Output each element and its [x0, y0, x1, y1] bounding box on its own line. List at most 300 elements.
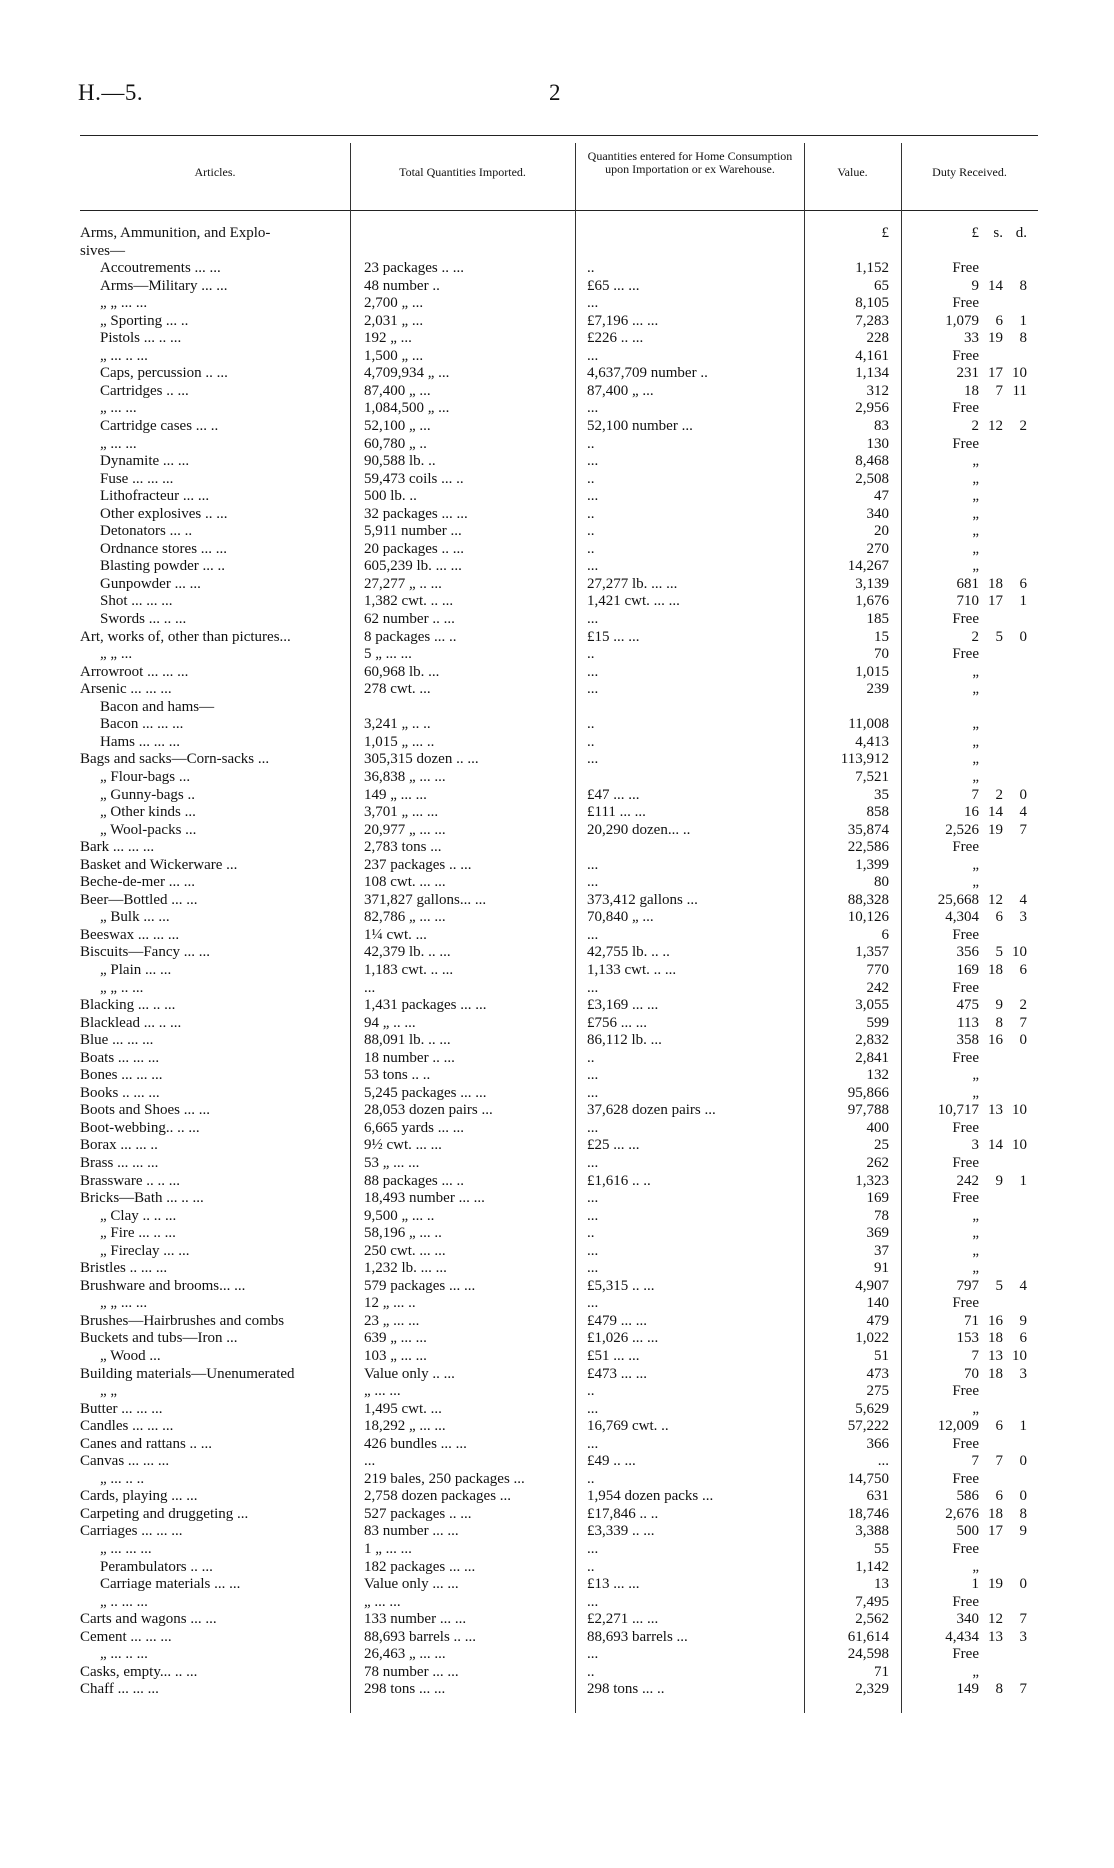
- total-imported-cell: ...: [364, 1453, 376, 1470]
- duty-shillings: 7: [995, 382, 1003, 399]
- duty-pence: [1003, 295, 1027, 313]
- home-consumption-cell: ...: [587, 1190, 599, 1207]
- duty-shillings: [979, 1067, 1003, 1085]
- total-imported-cell: 62 number .. ...: [364, 611, 455, 628]
- home-consumption-cell: ...: [587, 751, 599, 768]
- duty-pounds: 2,676: [945, 1505, 979, 1522]
- duty-shillings: 12: [988, 1611, 1003, 1628]
- duty-shillings: [979, 874, 1003, 892]
- duty-pence: [1003, 1208, 1027, 1226]
- duty-cell: [901, 804, 1038, 822]
- duty-pence: [1003, 1401, 1027, 1419]
- home-consumption-cell: 52,100 number ...: [587, 418, 693, 435]
- duty-pence: 8: [1019, 1505, 1027, 1522]
- duty-pence: 0: [1019, 786, 1027, 803]
- total-imported-cell: 219 bales, 250 packages ...: [364, 1470, 525, 1487]
- value-cell: 4,161: [855, 347, 889, 364]
- table-row: [80, 541, 1038, 559]
- article-cell: Carpeting and druggeting ...: [80, 1505, 249, 1522]
- duty-pounds: Free: [952, 1470, 979, 1487]
- total-imported-cell: 1,495 cwt. ...: [364, 1400, 442, 1417]
- total-imported-cell: 12 „ ... ..: [364, 1295, 416, 1312]
- value-cell: 15: [874, 628, 889, 645]
- duty-pence: 8: [1019, 330, 1027, 347]
- duty-pounds: Free: [952, 400, 979, 417]
- home-consumption-cell: ...: [587, 1295, 599, 1312]
- duty-pounds: 4,304: [945, 909, 979, 926]
- home-consumption-cell: £756 ... ...: [587, 1014, 647, 1031]
- home-consumption-cell: 42,755 lb. .. ..: [587, 944, 670, 961]
- table-row: [80, 944, 1038, 962]
- table-row: [80, 1523, 1038, 1541]
- home-consumption-cell: £1,616 .. ..: [587, 1172, 651, 1189]
- total-imported-cell: 371,827 gallons... ...: [364, 891, 487, 908]
- duty-shillings: [979, 927, 1003, 945]
- value-cell: 2,832: [855, 1032, 889, 1049]
- total-imported-cell: 1,382 cwt. .. ...: [364, 593, 454, 610]
- duty-pounds: „: [972, 540, 979, 557]
- duty-pounds: „: [972, 505, 979, 522]
- duty-pounds: 10,717: [937, 1102, 979, 1119]
- article-cell: Swords ... .. ...: [100, 611, 187, 628]
- total-imported-cell: 18 number .. ...: [364, 1049, 455, 1066]
- value-cell: 78: [874, 1207, 889, 1224]
- table-row: [80, 734, 1038, 752]
- home-consumption-cell: [575, 839, 804, 857]
- duty-pence: 1: [1019, 1418, 1027, 1435]
- duty-pence: 1: [1019, 593, 1027, 610]
- duty-pence: [1003, 1594, 1027, 1612]
- home-consumption-cell: ..: [587, 1049, 595, 1066]
- table-row: [80, 997, 1038, 1015]
- duty-pence: [1003, 1050, 1027, 1068]
- total-imported-cell: 18,493 number ... ...: [364, 1190, 485, 1207]
- duty-pounds: Free: [952, 1049, 979, 1066]
- duty-shillings: 9: [995, 1172, 1003, 1189]
- duty-shillings: [979, 400, 1003, 418]
- duty-shillings: 9: [995, 997, 1003, 1014]
- total-imported-cell: 1,500 „ ...: [364, 347, 424, 364]
- value-cell: 275: [866, 1383, 889, 1400]
- duty-pence: [1003, 1646, 1027, 1664]
- duty-pounds: 3: [971, 1137, 979, 1154]
- total-imported-cell: 82,786 „ ... ...: [364, 909, 446, 926]
- article-cell: „ ... .. ...: [100, 1646, 148, 1663]
- home-consumption-cell: ..: [587, 1663, 595, 1680]
- home-consumption-cell: 1,954 dozen packs ...: [587, 1488, 714, 1505]
- duty-cell: [901, 365, 1038, 383]
- home-consumption-cell: 88,693 barrels ...: [587, 1628, 688, 1645]
- duty-shillings: 16: [988, 1032, 1003, 1049]
- column-header-total-imported: Total Quantities Imported.: [399, 165, 526, 179]
- duty-pounds: Free: [952, 1383, 979, 1400]
- duty-shillings: 14: [988, 277, 1003, 294]
- table-row: [80, 295, 1038, 313]
- table-row: [80, 1067, 1038, 1085]
- total-imported-cell: 8 packages ... ..: [364, 628, 457, 645]
- duty-pounds: „: [972, 1663, 979, 1680]
- value-cell: 24,598: [847, 1646, 889, 1663]
- duty-cell: [901, 348, 1038, 366]
- duty-shillings: 18: [988, 961, 1003, 978]
- duty-pounds: Free: [952, 1295, 979, 1312]
- duty-pence: [1003, 1190, 1027, 1208]
- article-cell: Basket and Wickerware ...: [80, 856, 238, 873]
- home-consumption-cell: ..: [587, 435, 595, 452]
- duty-pence: 4: [1019, 891, 1027, 908]
- home-consumption-cell: ...: [587, 1400, 599, 1417]
- total-imported-cell: 192 „ ...: [364, 330, 412, 347]
- article-cell: Canes and rattans .. ...: [80, 1435, 213, 1452]
- article-cell: Brassware .. .. ...: [80, 1172, 180, 1189]
- duty-shillings: [979, 1085, 1003, 1103]
- duty-cell: [901, 1120, 1038, 1138]
- duty-cell: [901, 822, 1038, 840]
- home-consumption-cell: £25 ... ...: [587, 1137, 640, 1154]
- table-row: [80, 330, 1038, 348]
- value-cell: 169: [866, 1190, 889, 1207]
- value-cell: 7,495: [855, 1593, 889, 1610]
- duty-pounds: „: [972, 453, 979, 470]
- home-consumption-cell: ...: [587, 663, 599, 680]
- home-consumption-cell: ...: [587, 295, 599, 312]
- value-cell: 5,629: [855, 1400, 889, 1417]
- table-row: [80, 576, 1038, 594]
- table-row: [80, 681, 1038, 699]
- value-cell: 2,329: [855, 1681, 889, 1698]
- duty-pence: 7: [1019, 1014, 1027, 1031]
- value-cell: 14,750: [847, 1470, 889, 1487]
- duty-shillings: [979, 541, 1003, 559]
- table-row: [80, 1559, 1038, 1577]
- table-row: [80, 1348, 1038, 1366]
- duty-pence: [1003, 1295, 1027, 1313]
- duty-pence: 7: [1019, 821, 1027, 838]
- value-cell: 13: [874, 1576, 889, 1593]
- duty-pence: 1: [1019, 312, 1027, 329]
- table-row: [80, 1383, 1038, 1401]
- duty-cell: [901, 1418, 1038, 1436]
- duty-cell: [901, 1032, 1038, 1050]
- total-imported-cell: Value only ... ...: [364, 1576, 459, 1593]
- duty-pence: [1003, 874, 1027, 892]
- duty-shillings: 13: [988, 1628, 1003, 1645]
- article-cell: Bacon ... ... ...: [100, 716, 184, 733]
- value-cell: 858: [866, 804, 889, 821]
- duty-shillings: 16: [988, 1312, 1003, 1329]
- article-cell: Gunpowder ... ...: [100, 575, 201, 592]
- duty-pence: [1003, 1243, 1027, 1261]
- duty-pence: [1003, 1471, 1027, 1489]
- table-row: [80, 1366, 1038, 1384]
- duty-pounds: 1: [971, 1576, 979, 1593]
- duty-cell: [901, 225, 1038, 243]
- value-cell: 35: [874, 786, 889, 803]
- home-consumption-cell: ...: [587, 1646, 599, 1663]
- table-row: [80, 1173, 1038, 1191]
- duty-cell: [901, 787, 1038, 805]
- value-cell: 11,008: [848, 716, 889, 733]
- table-row: [80, 1453, 1038, 1471]
- home-consumption-cell: ...: [587, 874, 599, 891]
- article-cell: „ Sporting ... ..: [100, 312, 189, 329]
- duty-shillings: [979, 558, 1003, 576]
- value-cell: 369: [866, 1225, 889, 1242]
- article-cell: „ „ ...: [100, 646, 133, 663]
- duty-cell: [901, 418, 1038, 436]
- article-cell: Bacon and hams—: [100, 698, 215, 715]
- duty-shillings: [979, 1471, 1003, 1489]
- duty-cell: [901, 330, 1038, 348]
- table-row: [80, 506, 1038, 524]
- duty-pence: [1003, 506, 1027, 524]
- home-consumption-cell: 373,412 gallons ...: [587, 891, 698, 908]
- duty-pounds: Free: [952, 1435, 979, 1452]
- duty-shillings: 8: [995, 1014, 1003, 1031]
- table-row: [80, 1664, 1038, 1682]
- table-row: [80, 1208, 1038, 1226]
- duty-pounds: 358: [956, 1032, 979, 1049]
- table-row: [80, 1085, 1038, 1103]
- table-row: [80, 225, 1038, 243]
- duty-pence: 0: [1019, 1488, 1027, 1505]
- home-consumption-cell: ...: [587, 926, 599, 943]
- total-imported-cell: 20,977 „ ... ...: [364, 821, 446, 838]
- total-imported-cell: 58,196 „ ... ..: [364, 1225, 442, 1242]
- duty-pounds: „: [972, 768, 979, 785]
- home-consumption-cell: ..: [587, 646, 595, 663]
- duty-pounds: Free: [952, 611, 979, 628]
- table-row: [80, 1330, 1038, 1348]
- article-cell: „ Bulk ... ...: [100, 909, 170, 926]
- duty-shillings: [979, 769, 1003, 787]
- duty-pence: [1003, 646, 1027, 664]
- duty-cell: [901, 699, 1038, 717]
- value-cell: 83: [874, 418, 889, 435]
- value-cell: 270: [866, 540, 889, 557]
- duty-shillings: 18: [988, 1330, 1003, 1347]
- article-cell: Candles ... ... ...: [80, 1418, 174, 1435]
- total-imported-cell: 87,400 „ ...: [364, 382, 431, 399]
- duty-cell: [901, 1173, 1038, 1191]
- article-cell: Bones ... ... ...: [80, 1067, 163, 1084]
- duty-shillings: 13: [988, 1348, 1003, 1364]
- home-consumption-cell: £47 ... ...: [587, 786, 640, 803]
- duty-pounds: Free: [952, 1119, 979, 1136]
- total-imported-cell: 52,100 „ ...: [364, 418, 431, 435]
- article-cell: Boots and Shoes ... ...: [80, 1102, 211, 1119]
- value-cell: 1,022: [855, 1330, 889, 1347]
- duty-pence: [1003, 611, 1027, 629]
- value-cell: 312: [866, 382, 889, 399]
- table-row: [80, 611, 1038, 629]
- duty-cell: [901, 1681, 1038, 1699]
- article-cell: Beeswax ... ... ...: [80, 926, 180, 943]
- table-row: [80, 1137, 1038, 1155]
- table-row: [80, 1541, 1038, 1559]
- duty-pounds: 113: [957, 1014, 979, 1031]
- total-imported-cell: 5,911 number ...: [364, 523, 462, 540]
- total-imported-cell: 36,838 „ ... ...: [364, 768, 446, 785]
- table-row: [80, 453, 1038, 471]
- table-row: [80, 313, 1038, 331]
- home-consumption-cell: ...: [587, 1207, 599, 1224]
- duty-pounds: „: [972, 1242, 979, 1259]
- duty-shillings: 6: [995, 1418, 1003, 1435]
- duty-cell: [901, 400, 1038, 418]
- duty-pounds: „: [972, 523, 979, 540]
- duty-cell: [901, 1050, 1038, 1068]
- total-imported-cell: 78 number ... ...: [364, 1663, 459, 1680]
- home-consumption-cell: ...: [587, 856, 599, 873]
- duty-shillings: 14: [988, 1137, 1003, 1154]
- article-cell: Blacklead ... .. ...: [80, 1014, 182, 1031]
- value-cell: 37: [874, 1242, 889, 1259]
- article-cell: Bags and sacks—Corn-sacks ...: [80, 751, 270, 768]
- home-consumption-cell: £15 ... ...: [587, 628, 640, 645]
- duty-shillings: [979, 1225, 1003, 1243]
- duty-pence: [1003, 681, 1027, 699]
- article-cell: „ Wool-packs ...: [100, 821, 197, 838]
- duty-pounds: Free: [952, 295, 979, 312]
- duty-cell: [901, 962, 1038, 980]
- duty-cell: [901, 716, 1038, 734]
- home-consumption-cell: 20,290 dozen... ..: [587, 821, 691, 838]
- table-row: [80, 365, 1038, 383]
- total-imported-cell: 237 packages .. ...: [364, 856, 472, 873]
- duty-pence: 0: [1019, 1576, 1027, 1593]
- article-cell: „ „ .. ...: [100, 979, 144, 996]
- duty-pounds: 356: [956, 944, 979, 961]
- value-cell: 242: [866, 979, 889, 996]
- home-consumption-cell: ...: [587, 1154, 599, 1171]
- duty-shillings: 12: [988, 418, 1003, 435]
- home-consumption-cell: 87,400 „ ...: [587, 382, 654, 399]
- duty-cell: [901, 260, 1038, 278]
- duty-cell: [901, 506, 1038, 524]
- value-cell: 95,866: [847, 1084, 889, 1101]
- article-cell: „ ... .. ..: [100, 1470, 145, 1487]
- total-imported-cell: 149 „ ... ...: [364, 786, 427, 803]
- table-row: [80, 1225, 1038, 1243]
- duty-pence: 6: [1019, 1330, 1027, 1347]
- duty-shillings: [979, 1295, 1003, 1313]
- article-cell: Cement ... ... ...: [80, 1628, 172, 1645]
- table-row: [80, 716, 1038, 734]
- duty-pounds: 7: [971, 786, 979, 803]
- value-cell: 70: [874, 646, 889, 663]
- duty-pence: [1003, 1664, 1027, 1682]
- total-imported-cell: 23 „ ... ...: [364, 1312, 420, 1329]
- total-imported-cell: [350, 243, 575, 261]
- article-cell: Buckets and tubs—Iron ...: [80, 1330, 238, 1347]
- article-cell: Pistols ... .. ...: [100, 330, 182, 347]
- duty-cell: [901, 1383, 1038, 1401]
- duty-pounds: „: [972, 856, 979, 873]
- article-cell: Bristles .. ... ...: [80, 1260, 168, 1277]
- duty-cell: [901, 1190, 1038, 1208]
- duty-shillings: [979, 1190, 1003, 1208]
- duty-shillings: [979, 664, 1003, 682]
- value-cell: 340: [866, 505, 889, 522]
- article-cell: Boats ... ... ...: [80, 1049, 160, 1066]
- value-cell: 1,676: [855, 593, 889, 610]
- article-cell: Butter ... ... ...: [80, 1400, 163, 1417]
- duty-pounds: 710: [956, 593, 979, 610]
- home-consumption-cell: £49 .. ...: [587, 1453, 636, 1470]
- duty-pounds: 2,526: [945, 821, 979, 838]
- duty-pounds: 149: [956, 1681, 979, 1698]
- duty-cell: [901, 734, 1038, 752]
- table-row: [80, 400, 1038, 418]
- total-imported-cell: 133 number ... ...: [364, 1611, 467, 1628]
- duty-pounds: 9: [971, 277, 979, 294]
- duty-cell: [901, 927, 1038, 945]
- duty-shillings: [979, 716, 1003, 734]
- table-row: [80, 523, 1038, 541]
- duty-shillings: [979, 1646, 1003, 1664]
- duty-pence: [1003, 1120, 1027, 1138]
- value-cell: 25: [874, 1137, 889, 1154]
- duty-shillings: [979, 1559, 1003, 1577]
- duty-pounds: 33: [964, 330, 979, 347]
- home-consumption-cell: 70,840 „ ...: [587, 909, 654, 926]
- duty-pence: [1003, 1260, 1027, 1278]
- table-row: [80, 1506, 1038, 1524]
- home-consumption-cell: 4,637,709 number ..: [587, 365, 708, 382]
- duty-shillings: 19: [988, 821, 1003, 838]
- duty-cell: [901, 1436, 1038, 1454]
- article-cell: Blasting powder ... ..: [100, 558, 225, 575]
- duty-cell: [901, 611, 1038, 629]
- total-imported-cell: 103 „ ... ...: [364, 1348, 427, 1364]
- article-cell: Borax ... ... ..: [80, 1137, 158, 1154]
- duty-pence: [1003, 436, 1027, 454]
- duty-pounds: „: [972, 716, 979, 733]
- article-cell: „ Gunny-bags ..: [100, 786, 195, 803]
- duty-pounds: 2: [971, 418, 979, 435]
- total-imported-cell: 1,431 packages ... ...: [364, 997, 487, 1014]
- total-imported-cell: 3,701 „ ... ...: [364, 804, 439, 821]
- article-cell: Dynamite ... ...: [100, 453, 190, 470]
- duty-pence: [1003, 664, 1027, 682]
- value-cell: 3,139: [855, 575, 889, 592]
- value-cell: 770: [866, 961, 889, 978]
- duty-shillings: [979, 488, 1003, 506]
- value-cell: £: [881, 225, 889, 241]
- duty-pence: [1003, 1383, 1027, 1401]
- total-imported-cell: 60,968 lb. ...: [364, 663, 440, 680]
- article-cell: „ „ ... ...: [100, 295, 148, 312]
- value-cell: 140: [866, 1295, 889, 1312]
- duty-shillings: [979, 1155, 1003, 1173]
- article-cell: „ Fireclay ... ...: [100, 1242, 190, 1259]
- duty-pence: [1003, 1436, 1027, 1454]
- table-row: [80, 1401, 1038, 1419]
- article-cell: Blacking ... .. ...: [80, 997, 176, 1014]
- value-cell: 55: [874, 1541, 889, 1558]
- duty-pence: [1003, 348, 1027, 366]
- total-imported-cell: 20 packages .. ...: [364, 540, 464, 557]
- value-cell: 113,912: [840, 751, 889, 768]
- table-row: [80, 418, 1038, 436]
- value-cell: 7,283: [855, 312, 889, 329]
- imports-table: [80, 225, 1038, 1699]
- value-cell: 18,746: [847, 1505, 889, 1522]
- duty-pence: [1003, 558, 1027, 576]
- column-header-articles: Articles.: [194, 165, 236, 179]
- duty-pounds: Free: [952, 1646, 979, 1663]
